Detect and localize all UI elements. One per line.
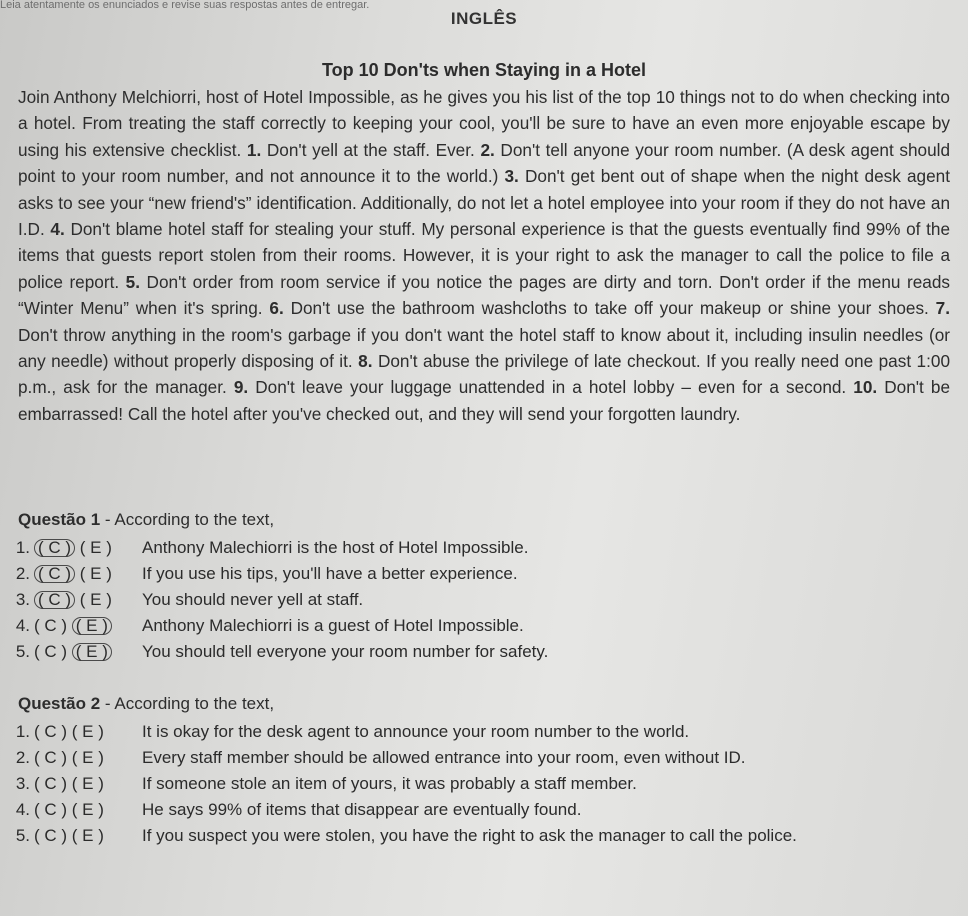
item-number: 2. [15,748,30,767]
item-statement: Anthony Malechiorri is a guest of Hotel Impossible. [142,616,524,635]
question-item [8,590,948,616]
intro-text: Join Anthony Melchiorri, host of Hotel Impossible, as he gives you his list of the top 10 things not to do when checking into a hotel. From treating the staff correctly to keeping your cool, you'll be sure to have an even more enjoyable escape by using his extensive checklist. [18,87,950,160]
item-number: 1. [15,538,30,557]
answer-options [34,722,142,742]
item-statement: Every staff member should be allowed entrance into your room, even without ID. [142,748,746,767]
tip-text: Don't use the bathroom washcloths to take off your makeup or shine your shoes. [283,298,936,319]
item-number: 4. [15,616,30,635]
option-certo[interactable]: ( C ) [34,800,68,819]
question-1-prompt: - According to the text, [100,510,275,529]
item-statement: If someone stole an item of yours, it was probably a staff member. [142,774,637,793]
option-certo[interactable]: ( C ) [34,539,75,557]
answer-options [34,590,142,610]
item-statement: You should tell everyone your room number for safety. [142,642,549,661]
question-2-items [8,722,948,852]
question-item [8,538,948,564]
question-item [8,642,948,668]
tip-text: Don't throw anything in the room's garbage if you don't want the hotel staff to know about it, including insulin needles (or any needle) without properly disposing of it. [18,324,950,372]
item-number: 5. [15,642,30,661]
answer-options [34,748,142,768]
item-number: 3. [15,590,30,609]
answer-options [34,774,142,794]
option-errado[interactable]: ( E ) [72,617,112,635]
answer-options [34,826,142,846]
item-statement: Anthony Malechiorri is the host of Hotel Impossible. [142,538,529,557]
item-number: 3. [15,774,30,793]
question-2-title [18,694,274,714]
tip-number: 4. [50,219,65,240]
item-statement: If you suspect you were stolen, you have the right to ask the manager to call the police. [142,826,797,845]
option-certo[interactable]: ( C ) [34,642,68,661]
option-certo[interactable]: ( C ) [34,774,68,793]
question-item [8,722,948,748]
tip-text: Don't be embarrassed! Call the hotel after you've checked out, and they will send your forgotten laundry. [18,377,951,424]
subject-heading: INGLÊS [450,9,518,28]
option-certo[interactable]: ( C ) [34,565,75,583]
item-number: 1. [15,722,30,741]
article-passage [18,84,950,427]
option-certo[interactable]: ( C ) [34,616,68,635]
question-item [8,800,948,826]
tip-text: Don't blame hotel staff for stealing your stuff. My personal experience is that the guests eventually find 99% of the items that guests report stolen from their rooms. However, it is your right to ask the manager to call the police to file a police report. [18,219,951,292]
tip-text: Don't tell anyone your room number. (A desk agent should point to your room number, and not announce it to the world.) [18,139,951,187]
tip-number: 2. [480,139,495,160]
option-errado[interactable]: ( E ) [71,774,104,793]
tip-number: 10. [853,377,878,398]
tip-text: Don't get bent out of shape when the night desk agent asks to see your “new friend's” identification. Additionally, do not let a hotel employee into your room if they do not have an I.D. [18,166,950,240]
question-item [8,774,948,800]
question-item [8,748,948,774]
tip-number: 8. [358,351,373,372]
question-1-items [8,538,948,668]
question-item [8,826,948,852]
option-errado[interactable]: ( E ) [71,722,104,741]
question-1-label: Questão 1 [18,510,101,529]
tip-number: 6. [269,298,284,319]
instruction-note: Leia atentamente os enunciados e revise suas respostas antes de entregar. [0,0,370,11]
item-number: 5. [15,826,30,845]
option-errado[interactable]: ( E ) [79,590,112,609]
answer-options [34,642,142,662]
option-certo[interactable]: ( C ) [34,722,68,741]
question-2-label: Questão 2 [18,694,101,713]
option-certo[interactable]: ( C ) [34,748,68,767]
tip-text: Don't leave your luggage unattended in a hotel lobby – even for a second. [248,377,854,398]
item-number: 2. [15,564,30,583]
question-1-title [18,510,274,530]
tip-text: Don't yell at the staff. Ever. [261,139,481,160]
item-statement: If you use his tips, you'll have a better experience. [142,564,518,583]
question-2-prompt: - According to the text, [100,694,275,713]
option-errado[interactable]: ( E ) [79,564,112,583]
tip-number: 1. [246,139,262,160]
question-item [8,616,948,642]
option-errado[interactable]: ( E ) [71,826,104,845]
option-errado[interactable]: ( E ) [79,538,112,557]
answer-options [34,800,142,820]
tip-number: 5. [125,271,141,292]
item-number: 4. [15,800,30,819]
article-title: Top 10 Don'ts when Staying in a Hotel [322,60,646,80]
tip-text: Don't order from room service if you notice the pages are dirty and torn. Don't order if the menu reads “Winter Menu” when it's spring. [18,271,950,319]
question-item [8,564,948,590]
tip-number: 9. [233,377,249,398]
option-certo[interactable]: ( C ) [34,826,68,845]
option-errado[interactable]: ( E ) [72,643,112,661]
option-certo[interactable]: ( C ) [34,591,75,609]
option-errado[interactable]: ( E ) [71,800,104,819]
tip-number: 3. [504,166,519,187]
tip-text: Don't abuse the privilege of late checkout. If you really need one past 1:00 p.m., ask for the manager. [18,351,951,398]
answer-options [34,564,142,584]
answer-options [34,616,142,636]
option-errado[interactable]: ( E ) [71,748,104,767]
item-statement: He says 99% of items that disappear are eventually found. [142,800,582,819]
tip-number: 7. [935,298,950,319]
item-statement: You should never yell at staff. [142,590,364,609]
item-statement: It is okay for the desk agent to announce your room number to the world. [142,722,690,741]
answer-options [34,538,142,558]
